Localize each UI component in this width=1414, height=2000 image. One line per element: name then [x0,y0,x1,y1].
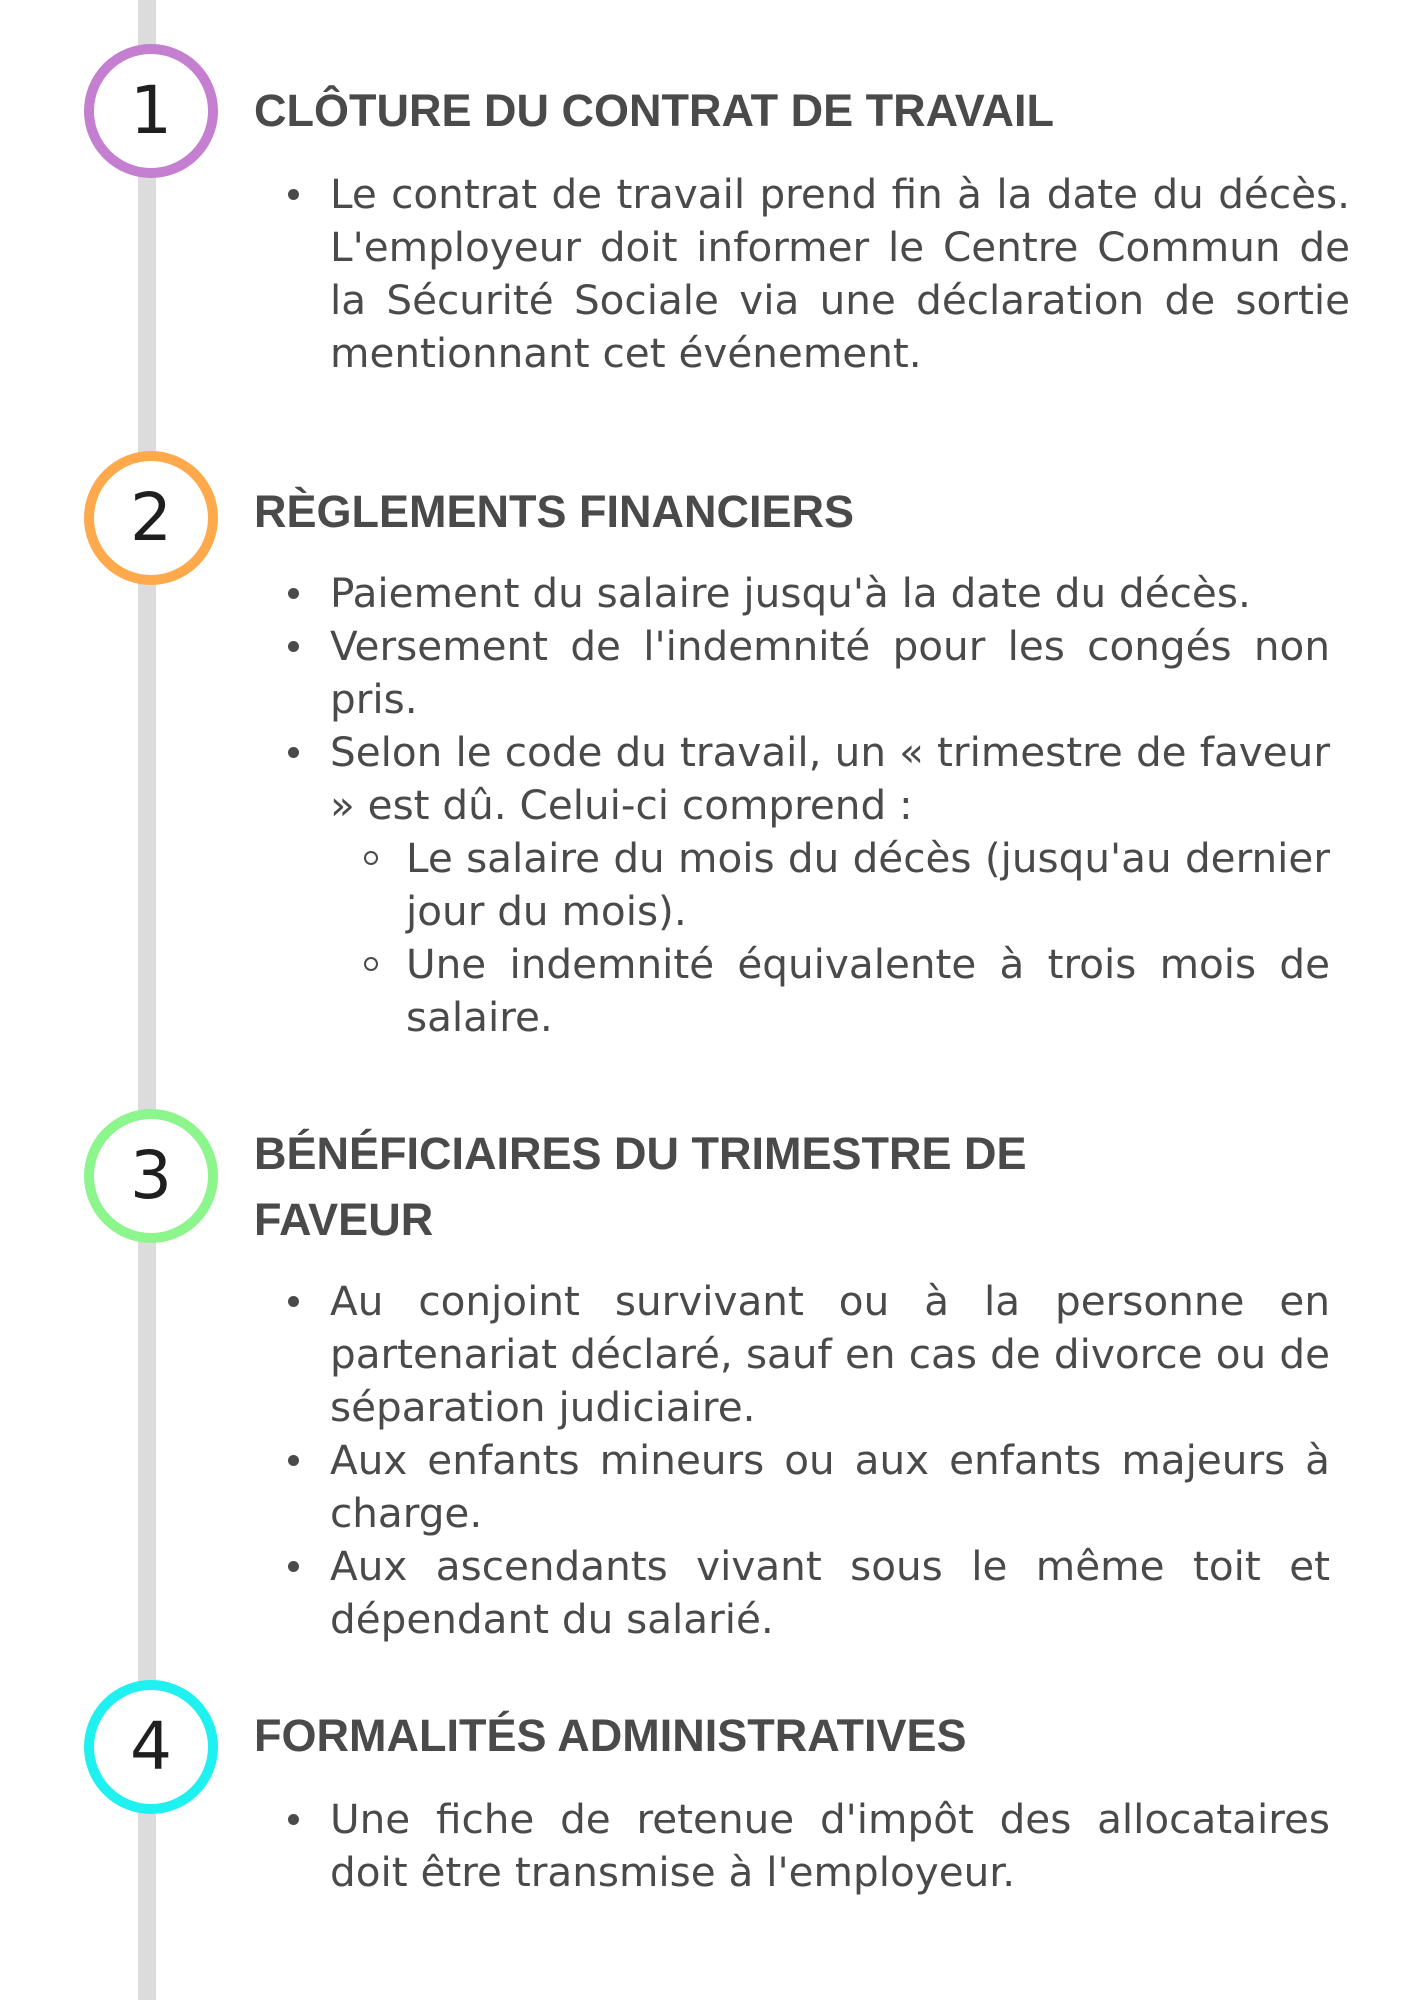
section-2 [254,479,1350,1044]
section-1-list [254,168,1350,380]
section-3 [254,1121,1350,1646]
section-4-title: FORMALITÉS ADMINISTRATIVES [254,1710,967,1761]
step-3-circle [84,1109,218,1243]
section-4 [254,1703,1350,1899]
list-item: Une fiche de retenue d'impôt des allocataires doit être transmise à l'employeur. [254,1793,1330,1899]
list-item: Versement de l'indemnité pour les congés non pris. [254,620,1330,726]
step-3-number: 3 [130,1137,172,1214]
section-3-title: BÉNÉFICIAIRES DU TRIMESTRE DE FAVEUR [254,1128,1027,1245]
list-item: Paiement du salaire jusqu'à la date du décès. [254,567,1330,620]
section-1-title: CLÔTURE DU CONTRAT DE TRAVAIL [254,85,1054,136]
step-1-number: 1 [130,72,172,149]
list-item: Le contrat de travail prend fin à la date du décès. L'employeur doit informer le Centre Commun de la Sécurité Sociale via une déclaration de sortie mentionnant cet événement. [254,168,1350,380]
section-2-sublist [330,832,1330,1044]
sub-list-item: Une indemnité équivalente à trois mois de salaire. [330,938,1330,1044]
step-2-number: 2 [130,479,172,556]
section-1 [254,78,1350,380]
list-item-text: Selon le code du travail, un « trimestre de faveur » est dû. Celui-ci comprend : [330,728,1330,829]
list-item [254,726,1330,1044]
step-2-circle [84,451,218,585]
step-4-number: 4 [130,1708,172,1785]
section-2-title: RÈGLEMENTS FINANCIERS [254,486,855,537]
section-4-list [254,1793,1330,1899]
section-2-list [254,567,1330,1044]
section-3-list [254,1275,1330,1646]
sub-list-item: Le salaire du mois du décès (jusqu'au dernier jour du mois). [330,832,1330,938]
list-item: Aux enfants mineurs ou aux enfants majeurs à charge. [254,1434,1330,1540]
step-4-circle [84,1680,218,1814]
list-item: Aux ascendants vivant sous le même toit et dépendant du salarié. [254,1540,1330,1646]
list-item: Au conjoint survivant ou à la personne en partenariat déclaré, sauf en cas de divorce ou de séparation judiciaire. [254,1275,1330,1434]
step-1-circle [84,44,218,178]
